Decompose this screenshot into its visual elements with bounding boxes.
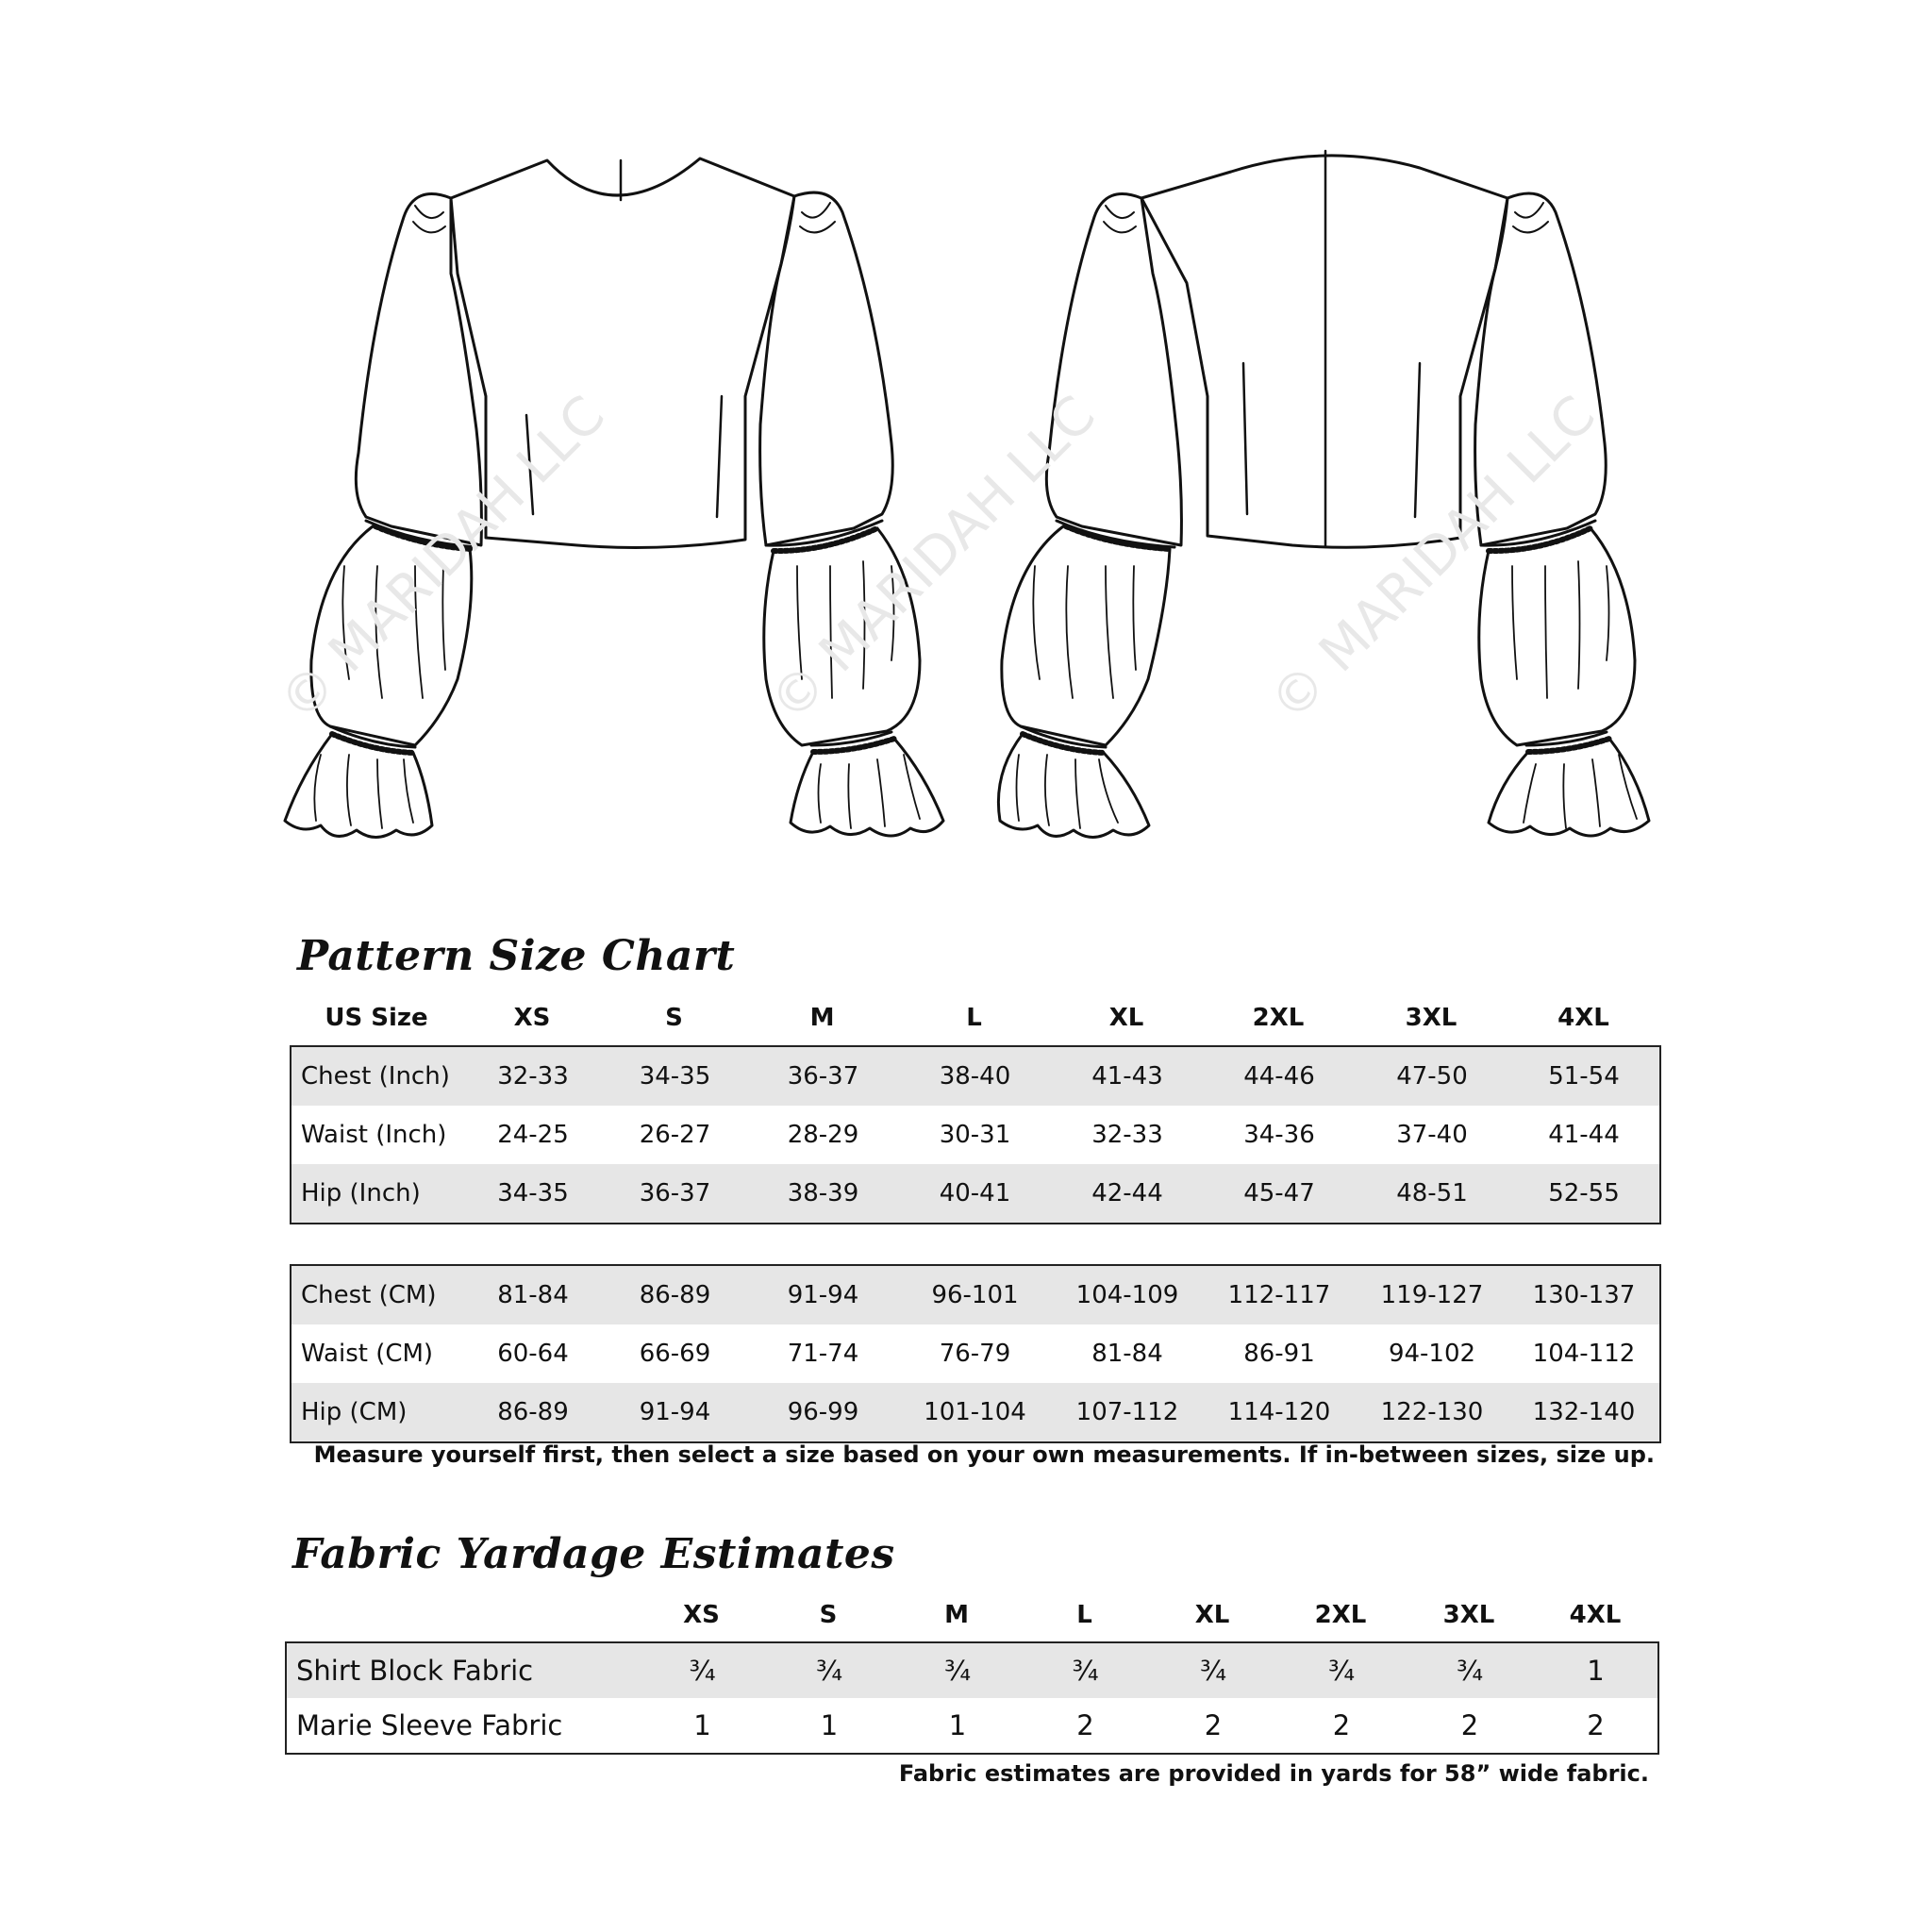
size-chart-title: Pattern Size Chart — [297, 932, 736, 980]
table-cell: ¾ — [1022, 1642, 1149, 1698]
table-cell: 2 — [1587, 1709, 1605, 1741]
table-cell: 44-46 — [1203, 1046, 1356, 1106]
table-row — [291, 1324, 1660, 1383]
table-cell: 91-94 — [602, 1383, 748, 1442]
table-cell: 107-112 — [1052, 1383, 1203, 1442]
column-header: S — [819, 1601, 838, 1629]
column-header — [285, 1589, 639, 1641]
table-cell: 96-101 — [898, 1265, 1052, 1324]
column-header: XS — [683, 1601, 720, 1629]
table-cell: 86-91 — [1243, 1340, 1315, 1368]
column-header: XL — [1194, 1601, 1230, 1629]
table-cell: ¾ — [893, 1642, 1022, 1698]
fabric-header-row — [285, 1589, 1657, 1641]
fabric-header-table — [285, 1589, 1657, 1641]
table-cell: 2 — [1076, 1709, 1094, 1741]
row-label: Waist (CM) — [301, 1340, 434, 1368]
row-label: Shirt Block Fabric — [286, 1642, 640, 1698]
fabric-note: Fabric estimates are provided in yards for 58” wide fabric. — [898, 1760, 1649, 1787]
table-cell: 71-74 — [787, 1340, 859, 1368]
front-right-sleeve — [760, 192, 893, 545]
size-chart-cm-body — [290, 1264, 1661, 1443]
column-header: S — [665, 1004, 683, 1032]
table-cell: 86-89 — [602, 1265, 748, 1324]
table-cell: ¾ — [640, 1642, 765, 1698]
column-header: XS — [513, 1004, 551, 1032]
back-right-puff — [1479, 528, 1635, 745]
table-cell: 104-109 — [1052, 1265, 1203, 1324]
table-cell: 40-41 — [898, 1164, 1052, 1224]
column-header: 2XL — [1314, 1601, 1367, 1629]
front-left-sleeve — [356, 194, 481, 546]
table-cell: 26-27 — [639, 1121, 711, 1149]
table-row — [291, 1383, 1660, 1442]
column-header: 3XL — [1405, 1004, 1457, 1032]
table-cell: 96-99 — [748, 1383, 898, 1442]
table-row — [291, 1106, 1660, 1164]
table-cell: 2 — [1460, 1709, 1479, 1741]
column-header: L — [966, 1004, 982, 1032]
back-view-sketch — [998, 151, 1649, 838]
table-cell: 51-54 — [1508, 1046, 1660, 1106]
table-cell: 37-40 — [1396, 1121, 1468, 1149]
table-row — [291, 1046, 1660, 1106]
table-cell: 48-51 — [1356, 1164, 1508, 1224]
table-cell: 34-35 — [464, 1164, 602, 1224]
table-cell: ¾ — [1277, 1642, 1406, 1698]
table-cell: 1 — [948, 1709, 967, 1741]
row-label: Chest (CM) — [291, 1265, 464, 1324]
column-header: 2XL — [1252, 1004, 1305, 1032]
row-label: Waist (Inch) — [301, 1121, 447, 1149]
table-cell: 132-140 — [1508, 1383, 1660, 1442]
table-row — [291, 1265, 1660, 1324]
column-header: 3XL — [1442, 1601, 1495, 1629]
table-cell: 45-47 — [1203, 1164, 1356, 1224]
table-cell: 86-89 — [464, 1383, 602, 1442]
row-label: Marie Sleeve Fabric — [296, 1709, 563, 1741]
table-cell: 2 — [1204, 1709, 1223, 1741]
column-header: M — [809, 1004, 835, 1032]
back-left-puff — [1002, 526, 1170, 745]
column-header: 4XL — [1569, 1601, 1622, 1629]
front-left-ruffle — [285, 734, 432, 838]
watermark-text: © MARIDAH LLC — [758, 384, 1108, 734]
back-right-ruffle — [1489, 739, 1649, 836]
table-cell: 41-43 — [1052, 1046, 1203, 1106]
table-cell: 41-44 — [1548, 1121, 1620, 1149]
table-cell: 1 — [693, 1709, 711, 1741]
front-right-ruffle — [791, 739, 943, 836]
table-cell: 34-36 — [1243, 1121, 1315, 1149]
table-cell: 112-117 — [1203, 1265, 1356, 1324]
table-cell: 38-39 — [748, 1164, 898, 1224]
table-cell: 130-137 — [1508, 1265, 1660, 1324]
table-row — [291, 1164, 1660, 1224]
column-header: L — [1076, 1601, 1092, 1629]
table-cell: 91-94 — [748, 1265, 898, 1324]
table-cell: 32-33 — [1091, 1121, 1163, 1149]
table-cell: 60-64 — [497, 1340, 569, 1368]
watermark-text: © MARIDAH LLC — [1258, 384, 1607, 734]
table-cell: 66-69 — [639, 1340, 711, 1368]
table-cell: 104-112 — [1532, 1340, 1636, 1368]
table-cell: 32-33 — [464, 1046, 602, 1106]
size-chart-inch-table — [290, 991, 1659, 1045]
table-cell: 36-37 — [748, 1046, 898, 1106]
fabric-table — [285, 1641, 1659, 1755]
back-left-sleeve — [1046, 194, 1181, 546]
table-cell: 36-37 — [602, 1164, 748, 1224]
row-label: Hip (CM) — [291, 1383, 464, 1442]
table-cell: 101-104 — [898, 1383, 1052, 1442]
column-header: US Size — [325, 1004, 428, 1032]
table-cell: 94-102 — [1388, 1340, 1476, 1368]
table-cell: ¾ — [765, 1642, 893, 1698]
table-cell: 81-84 — [464, 1265, 602, 1324]
table-cell: 38-40 — [898, 1046, 1052, 1106]
table-cell: ¾ — [1149, 1642, 1277, 1698]
column-header: M — [944, 1601, 969, 1629]
table-cell: 47-50 — [1356, 1046, 1508, 1106]
row-label: Chest (Inch) — [291, 1046, 464, 1106]
garment-sketches — [0, 0, 1932, 906]
table-cell: 114-120 — [1203, 1383, 1356, 1442]
table-cell: 81-84 — [1091, 1340, 1163, 1368]
column-header: XL — [1108, 1004, 1144, 1032]
front-view-sketch — [285, 158, 943, 838]
watermark-text: © MARIDAH LLC — [268, 384, 617, 734]
table-cell: 42-44 — [1052, 1164, 1203, 1224]
size-chart-inch-body — [290, 1045, 1661, 1224]
table-cell: 28-29 — [787, 1121, 859, 1149]
table-row — [286, 1642, 1658, 1698]
table-cell: 24-25 — [497, 1121, 569, 1149]
table-cell: 122-130 — [1356, 1383, 1508, 1442]
table-row — [286, 1698, 1658, 1754]
table-cell: 119-127 — [1356, 1265, 1508, 1324]
table-cell: 1 — [820, 1709, 839, 1741]
column-header: 4XL — [1557, 1004, 1609, 1032]
row-label: Hip (Inch) — [291, 1164, 464, 1224]
table-cell: 30-31 — [939, 1121, 1011, 1149]
table-cell: 2 — [1332, 1709, 1351, 1741]
size-header-row — [290, 991, 1659, 1045]
table-cell: 34-35 — [602, 1046, 748, 1106]
table-cell: 76-79 — [939, 1340, 1011, 1368]
table-cell: ¾ — [1406, 1642, 1534, 1698]
table-cell: 1 — [1534, 1642, 1658, 1698]
table-cell: 52-55 — [1508, 1164, 1660, 1224]
fabric-title: Fabric Yardage Estimates — [292, 1530, 895, 1578]
size-chart-note: Measure yourself first, then select a size based on your own measurements. If in-between sizes, size up. — [313, 1441, 1655, 1468]
